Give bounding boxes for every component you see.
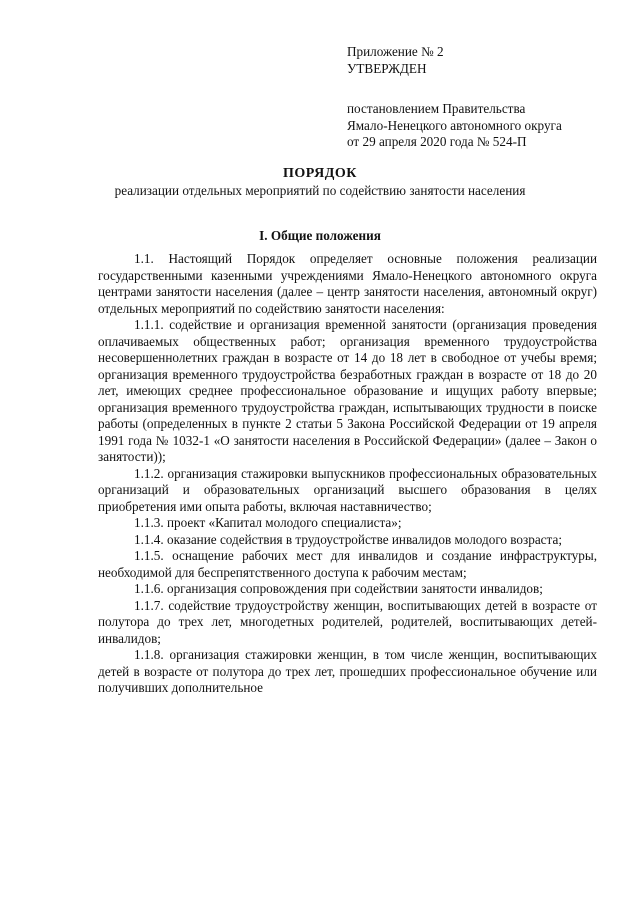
paragraph-number: 1.1.3. [134, 515, 164, 530]
document-body [98, 251, 597, 697]
paragraph-text: организация стажировки женщин, в том числе женщин, воспитывающих детей в возрасте от полутора до трех лет, прошедших профессиональное обучение или получивших дополнительное [98, 647, 598, 695]
paragraph-1-1-4 [98, 532, 597, 549]
paragraph-number: 1.1.7. [134, 597, 164, 613]
paragraph-text: проект «Капитал молодого специалиста»; [166, 515, 402, 530]
paragraph-text: оснащение рабочих мест для инвалидов и создание инфраструктуры, необходимой для беспрепятственного доступа к рабочим местам; [98, 548, 597, 580]
approval-basis: постановлением Правительства [347, 101, 526, 116]
paragraph-text: организация сопровождения при содействии занятости инвалидов; [166, 581, 543, 596]
paragraph-text: содействие трудоустройству женщин, воспитывающих детей в возрасте от полутора до трех лет, многодетных родителей, родителей, воспитывающих детей-инвалидов; [98, 597, 597, 646]
paragraph-text: оказание содействия в трудоустройстве инвалидов молодого возраста; [166, 531, 562, 547]
approval-issuer: Ямало-Ненецкого автономного округа [347, 117, 562, 133]
paragraph-1-1-7 [98, 598, 597, 648]
paragraph-number: 1.1.1. [134, 317, 164, 332]
paragraph-1-1 [98, 251, 597, 317]
approval-date: от 29 апреля 2020 года № 524-П [347, 134, 527, 149]
paragraph-1-1-6 [98, 581, 597, 598]
appendix-number: Приложение № 2 [347, 44, 444, 59]
paragraph-number: 1.1.5. [134, 548, 164, 563]
paragraph-text: организация стажировки выпускников профессиональных образовательных организаций и образовательных организаций высшего образования в целях приобретения ими опыта работы, включая наставничество; [98, 465, 598, 514]
paragraph-number: 1.1. [134, 251, 154, 266]
paragraph-text: Настоящий Порядок определяет основные положения реализации государственными казенными учреждениями Ямало-Ненецкого автономного округа центрами занятости населения (далее – центр занятости населения, автономный округ) отдельных мероприятий по содействию занятости населения: [98, 251, 597, 316]
approved-label: УТВЕРЖДЕН [347, 60, 427, 76]
section-heading: I. Общие положения [259, 228, 381, 243]
paragraph-1-1-2 [98, 466, 597, 516]
paragraph-1-1-8 [98, 647, 597, 697]
paragraph-1-1-3 [98, 515, 597, 532]
paragraph-text: содействие и организация временной занятости (организация проведения оплачиваемых общественных работ; организация временного трудоустройства несовершеннолетних граждан в возрасте от 14 до 18 лет в свободное от учебы время; организация временного трудоустройства безработных граждан в возрасте от 18 до 20 лет, имеющих среднее профессиональное образование и ищущих работу впервые; организация временного трудоустройства граждан, испытывающих трудности в поиске работы (определенных в пункте 2 статьи 5 Закона Российской Федерации от 19 апреля 1991 года № 1032-1 «О занятости населения в Российской Федерации» (далее – Закон о занятости)); [98, 317, 597, 464]
paragraph-number: 1.1.8. [134, 647, 164, 662]
paragraph-1-1-1 [98, 317, 597, 466]
document-title: ПОРЯДОК [283, 166, 357, 181]
paragraph-1-1-5 [98, 548, 597, 581]
paragraph-number: 1.1.6. [134, 581, 164, 596]
approval-block [347, 44, 627, 151]
paragraph-number: 1.1.2. [134, 465, 164, 481]
paragraph-number: 1.1.4. [134, 531, 164, 547]
document-subtitle: реализации отдельных мероприятий по содействию занятости населения [114, 183, 526, 198]
